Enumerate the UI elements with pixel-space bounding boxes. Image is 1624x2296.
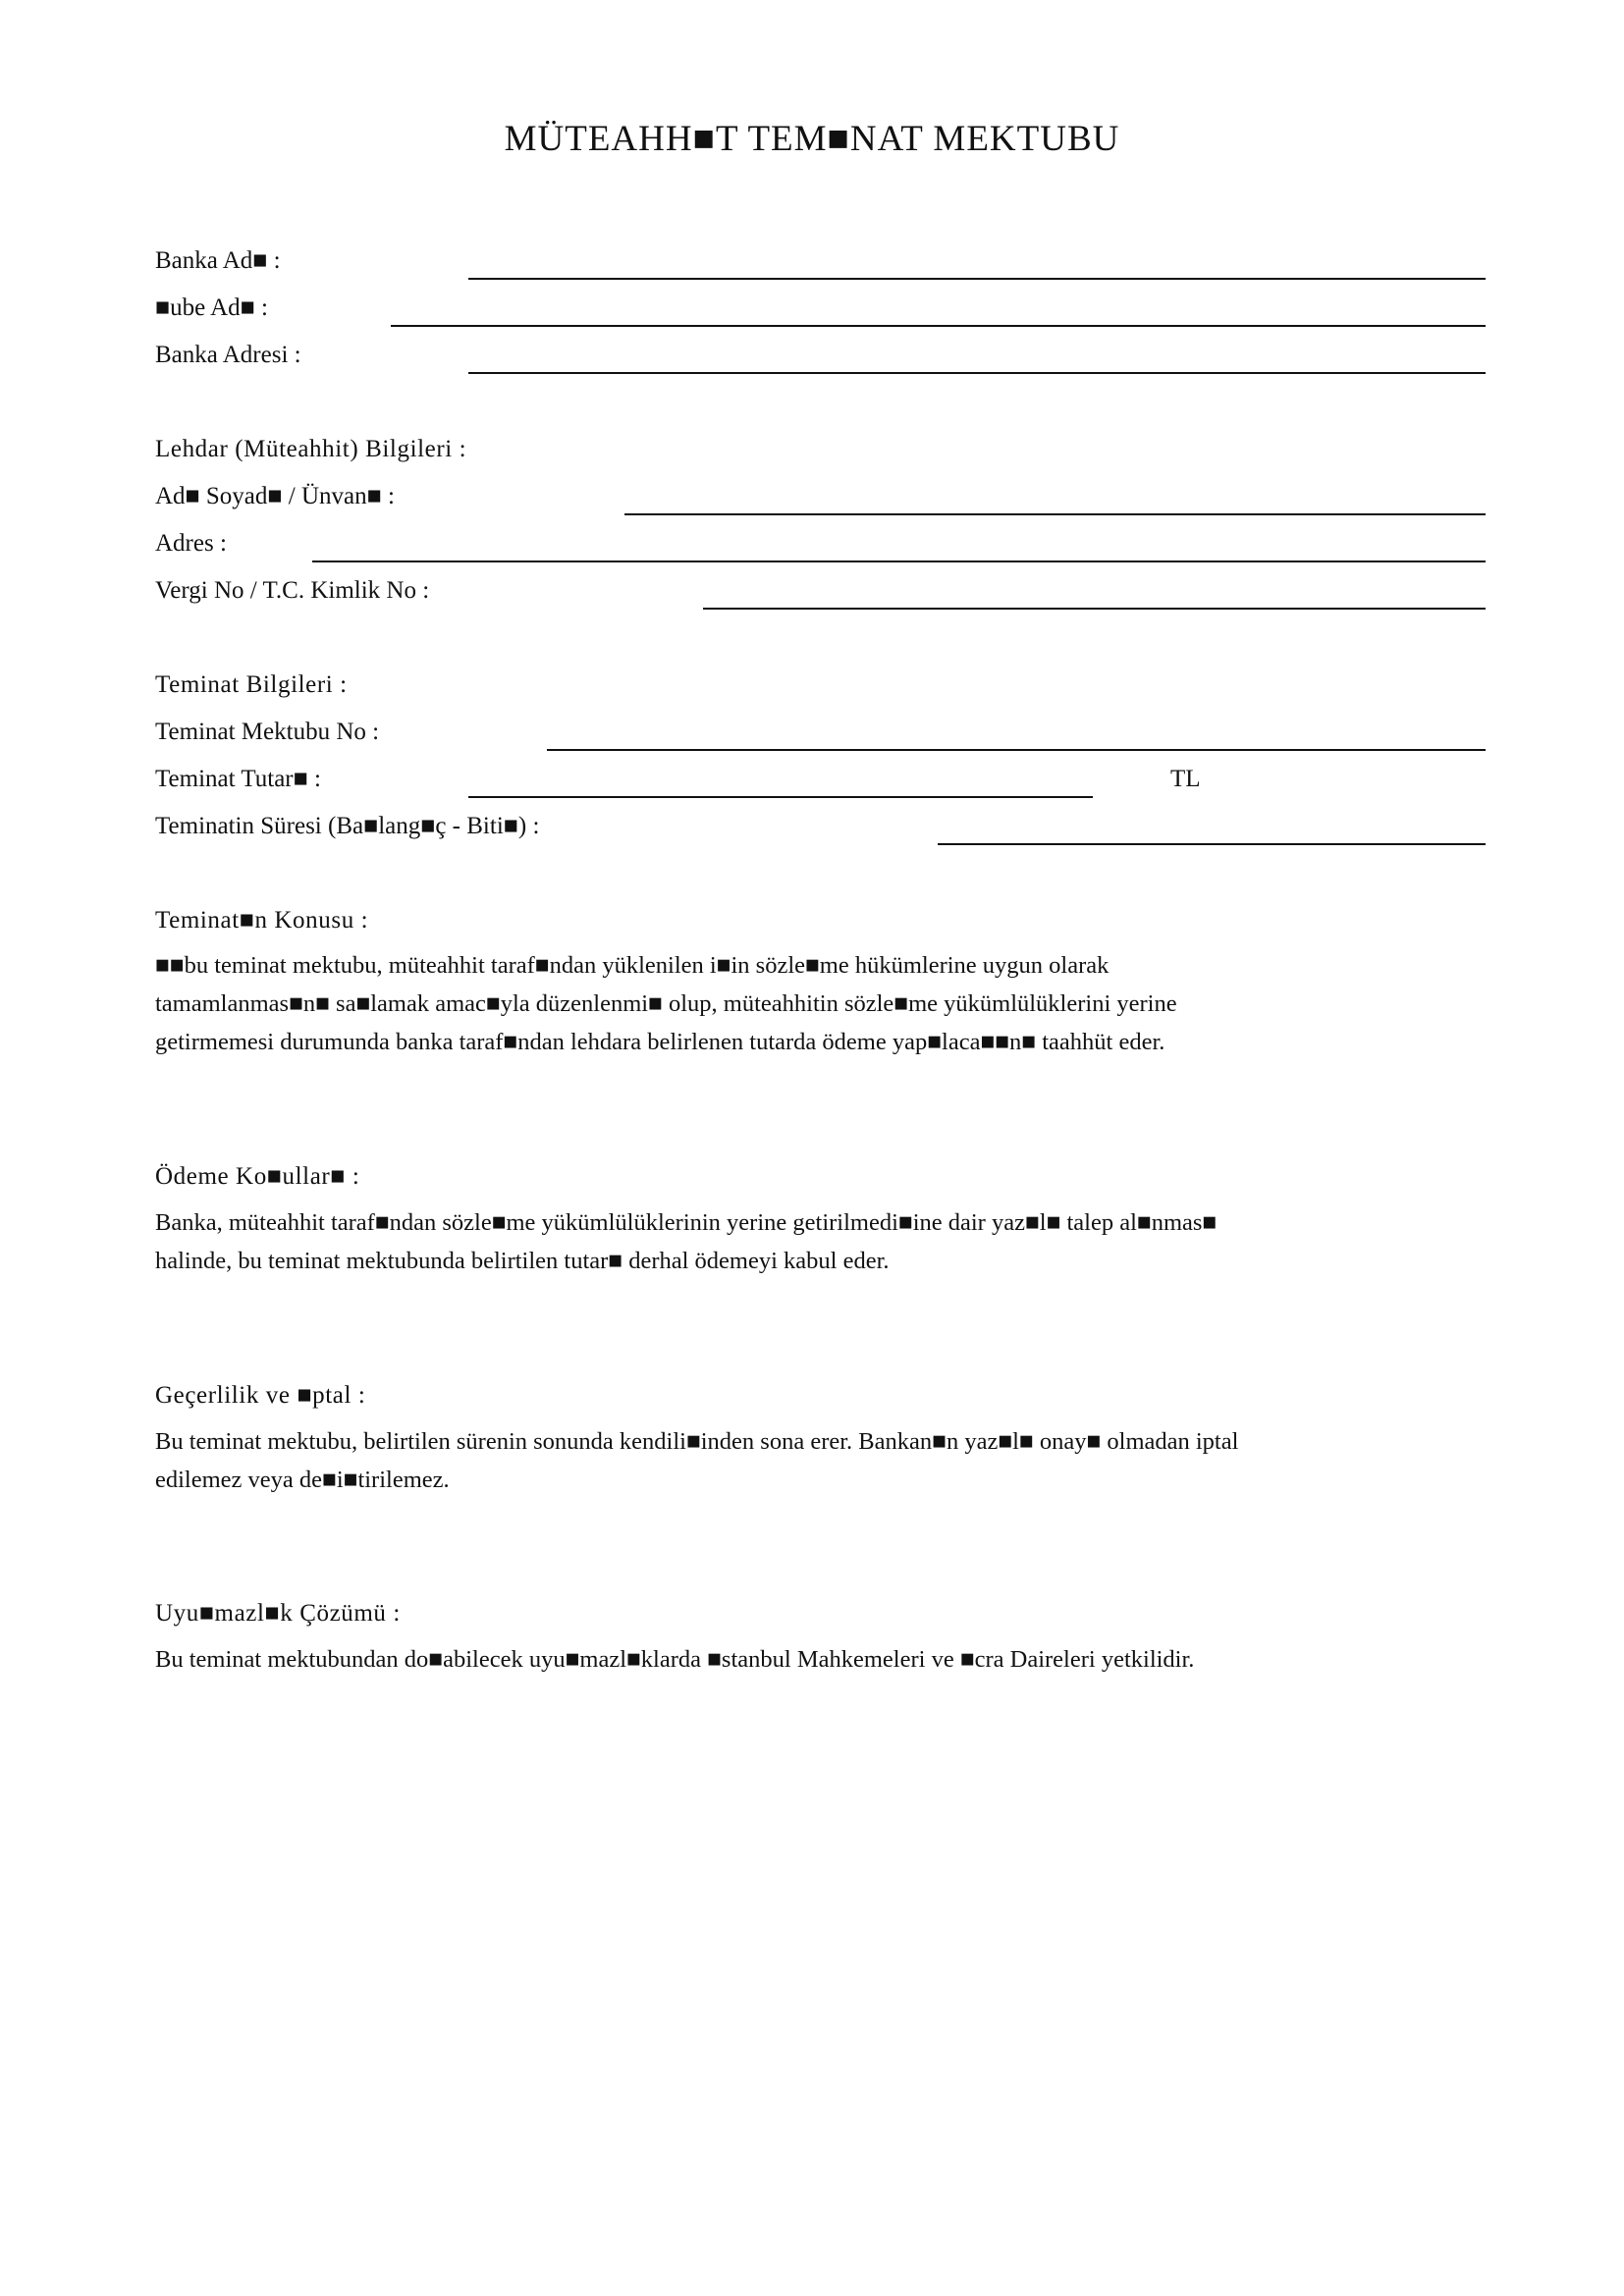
- paragraph-line: tamamlanmas■n■ sa■lamak amac■yla düzenlenmi■ olup, müteahhitin sözle■me yükümlülüklerini yerine: [155, 990, 1177, 1017]
- payment-heading: Ödeme Ko■ullar■ :: [155, 1163, 360, 1190]
- bank-address-label: Banka Adresi :: [155, 342, 301, 368]
- validity-paragraph: [155, 1422, 1238, 1499]
- branch-name-label: ■ube Ad■ :: [155, 294, 268, 321]
- bank-address-field[interactable]: [468, 372, 1486, 374]
- beneficiary-name-field[interactable]: [624, 513, 1486, 515]
- payment-paragraph: [155, 1203, 1217, 1280]
- subject-paragraph: [155, 946, 1177, 1061]
- guarantee-amount-field[interactable]: [468, 796, 1093, 798]
- guarantee-number-label: Teminat Mektubu No :: [155, 719, 380, 745]
- beneficiary-heading: Lehdar (Müteahhit) Bilgileri :: [155, 436, 467, 462]
- paragraph-line: Bu teminat mektubundan do■abilecek uyu■mazl■klarda ■stanbul Mahkemeleri ve ■cra Daireleri yetkilidir.: [155, 1646, 1195, 1673]
- dispute-heading: Uyu■mazl■k Çözümü :: [155, 1600, 401, 1627]
- beneficiary-address-field[interactable]: [312, 561, 1486, 562]
- bank-name-field[interactable]: [468, 278, 1486, 280]
- subject-heading: Teminat■n Konusu :: [155, 907, 369, 934]
- tax-number-field[interactable]: [703, 608, 1486, 610]
- guarantee-heading: Teminat Bilgileri :: [155, 671, 348, 698]
- paragraph-line: ■■bu teminat mektubu, müteahhit taraf■ndan yüklenilen i■in sözle■me hükümlerine uygun olarak: [155, 952, 1110, 979]
- guarantee-duration-field[interactable]: [938, 843, 1486, 845]
- bank-name-label: Banka Ad■ :: [155, 247, 281, 274]
- paragraph-line: halinde, bu teminat mektubunda belirtilen tutar■ derhal ödemeyi kabul eder.: [155, 1248, 890, 1274]
- dispute-paragraph: [155, 1640, 1194, 1679]
- validity-heading: Geçerlilik ve ■ptal :: [155, 1382, 366, 1409]
- guarantee-duration-label: Teminatin Süresi (Ba■lang■ç - Biti■) :: [155, 813, 540, 839]
- paragraph-line: getirmemesi durumunda banka taraf■ndan lehdara belirlenen tutarda ödeme yap■laca■■n■ taahhüt eder.: [155, 1029, 1165, 1055]
- document-title: MÜTEAHH■T TEM■NAT MEKTUBU: [504, 119, 1120, 159]
- beneficiary-name-label: Ad■ Soyad■ / Ünvan■ :: [155, 483, 395, 509]
- beneficiary-address-label: Adres :: [155, 530, 227, 557]
- paragraph-line: Banka, müteahhit taraf■ndan sözle■me yükümlülüklerinin yerine getirilmedi■ine dair yaz■l■ talep al■nmas■: [155, 1209, 1218, 1236]
- tax-number-label: Vergi No / T.C. Kimlik No :: [155, 577, 430, 604]
- branch-name-field[interactable]: [391, 325, 1486, 327]
- guarantee-number-field[interactable]: [547, 749, 1486, 751]
- guarantee-amount-label: Teminat Tutar■ :: [155, 766, 321, 792]
- paragraph-line: Bu teminat mektubu, belirtilen sürenin sonunda kendili■inden sona erer. Bankan■n yaz■l■ onay■ olmadan iptal: [155, 1428, 1239, 1455]
- paragraph-line: edilemez veya de■i■tirilemez.: [155, 1467, 450, 1493]
- currency-label: TL: [1170, 766, 1201, 792]
